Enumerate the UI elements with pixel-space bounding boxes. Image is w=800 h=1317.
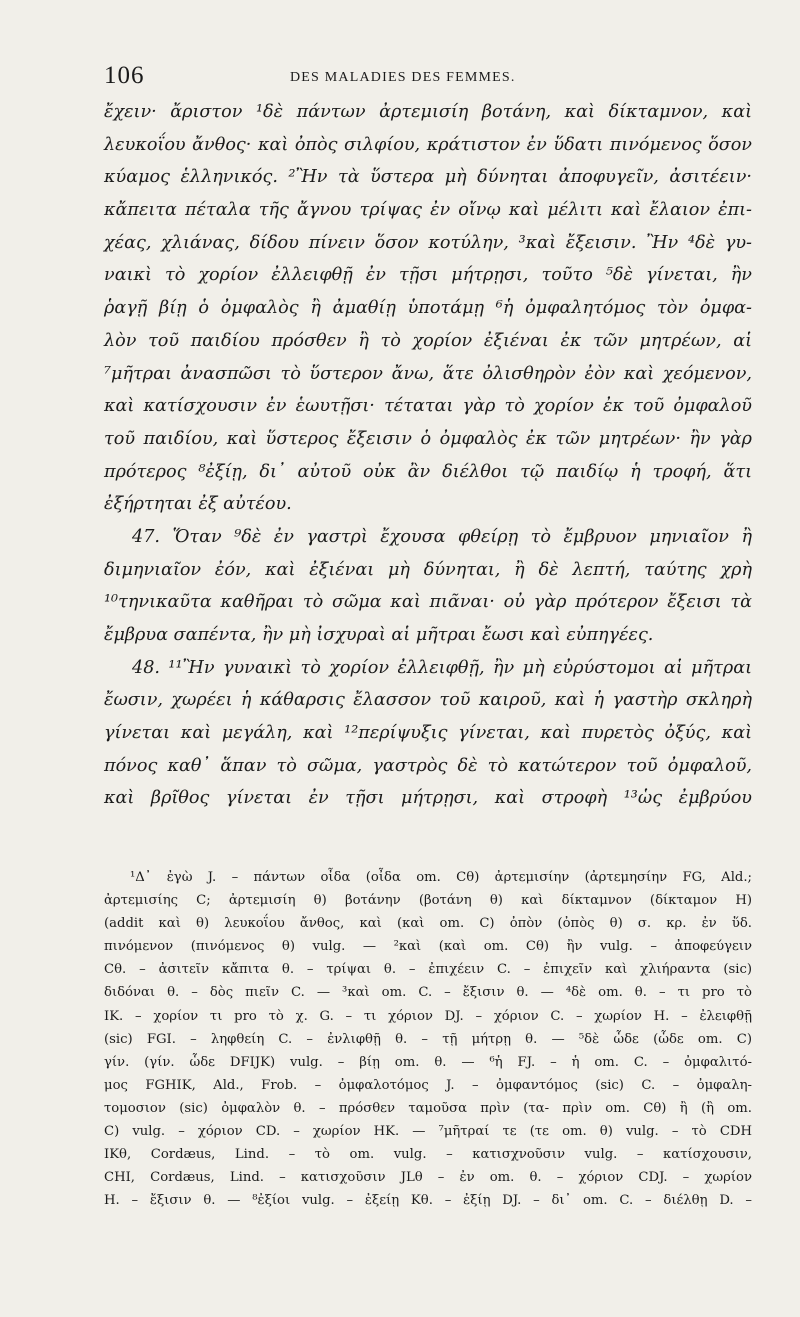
text-line: διμηνιαῖον ἐόν, καὶ ἐξιέναι μὴ δύνηται, ἢ δὲ λεπτή, ταύτης χρὴ [104,559,752,580]
footnote-line: CHI, Cordæus, Lind. – κατισχοῦσιν JLθ – ἐν om. θ. – χόριον CDJ. – χωρίον [104,1170,752,1186]
text-line: ναικὶ τὸ χορίον ἐλλειφθῇ ἐν τῇσι μήτρῃσι, τοῦτο ⁵δὲ γίνεται, ἢν [104,265,752,286]
text-line: πρότερος ⁸ἐξίῃ, δι᾽ αὐτοῦ οὐκ ἂν διέλθοι τῷ παιδίῳ ἡ τροφή, ἅτι [104,461,752,482]
footnote-line: μος FGHIK, Ald., Frob. – ὀμφαλοτόμος J. – ὀμφαντόμος (sic) C. – ὀμφαλη- [104,1077,752,1093]
footnote-line: διδόναι θ. – δὸς πιεῖν C. — ³καὶ om. C. – ἔξισιν θ. — ⁴δὲ om. θ. – τι pro τὸ [104,985,752,1001]
footnote-line: (addit καὶ θ) λευκοΐου ἄνθος, καὶ (καὶ om. C) ὀπὸν (ὀπὸς θ) σ. κρ. ἐν ὕδ. [104,916,752,932]
text-line: ⁷μῆτραι ἀνασπῶσι τὸ ὕστερον ἄνω, ἅτε ὀλισθηρὸν ἐὸν καὶ χεόμενον, [104,363,752,384]
text-line: λευκοΐου ἄνθος· καὶ ὀπὸς σιλφίου, κράτιστον ἐν ὕδατι πινόμενος ὅσον [104,134,752,155]
section-48-first-line: 48. ¹¹Ἢν γυναικὶ τὸ χορίον ἐλλειφθῇ, ἢν μὴ εὐρύστομοι αἱ μῆτραι [132,657,752,678]
text-line: γίνεται καὶ μεγάλη, καὶ ¹²περίψυξις γίνεται, καὶ πυρετὸς ὀξύς, καὶ [104,723,752,744]
running-title: DES MALADIES DES FEMMES. [290,70,516,85]
text-line: καὶ κατίσχουσιν ἐν ἑωυτῇσι· τέταται γὰρ τὸ χορίον ἐκ τοῦ ὀμφαλοῦ [104,396,752,417]
text-line: ¹⁰τηνικαῦτα καθῆραι τὸ σῶμα καὶ πιᾶναι· οὐ γὰρ πρότερον ἔξεισι τὰ [104,592,752,613]
footnote-line: C) vulg. – χόριον CD. – χωρίον HK. — ⁷μῆτραί τε (τε om. θ) vulg. – τὸ CDH [104,1124,752,1140]
section-47-first-line: 47. Ὅταν ⁹δὲ ἐν γαστρὶ ἔχουσα φθείρῃ τὸ ἔμβρυον μηνιαῖον ἢ [132,526,752,547]
footnote-line: ¹Δ᾽ ἐγὼ J. – πάντων οἶδα (οἶδα om. Cθ) ἀρτεμισίην (ἀρτεμησίην FG, Ald.; [130,870,752,885]
text-line: ἔμβρυα σαπέντα, ἢν μὴ ἰσχυραὶ αἱ μῆτραι ἔωσι καὶ εὐπηγέες. [104,625,654,645]
text-line: πόνος καθ᾽ ἅπαν τὸ σῶμα, γαστρὸς δὲ τὸ κατώτερον τοῦ ὀμφαλοῦ, [104,755,752,776]
text-line: κἄπειτα πέταλα τῆς ἄγνου τρίψας ἐν οἴνῳ καὶ μέλιτι καὶ ἔλαιον ἐπι- [104,200,752,221]
text-line: ἔωσιν, χωρέει ἡ κάθαρσις ἔλασσον τοῦ καιροῦ, καὶ ἡ γαστὴρ σκληρὴ [104,690,752,711]
text-line: καὶ βρῖθος γίνεται ἐν τῇσι μήτρῃσι, καὶ στροφὴ ¹³ὡς ἐμβρύου [104,788,752,809]
footnote-line: H. – ἔξισιν θ. — ⁸ἐξίοι vulg. – ἐξείῃ Kθ. – ἐξίῃ DJ. – δι᾽ om. C. – διέλθῃ D. – [104,1193,752,1209]
text-line: ἐξήρτηται ἐξ αὐτέου. [104,494,292,515]
text-line: τοῦ παιδίου, καὶ ὕστερος ἔξεισιν ὁ ὀμφαλὸς ἐκ τῶν μητρέων· ἢν γὰρ [104,428,752,449]
footnote-line: ἀρτεμισίης C; ἀρτεμισίη θ) βοτάνην (βοτάνη θ) καὶ δίκταμνον (δίκταμον H) [104,893,752,909]
text-line: κύαμος ἑλληνικός. ²Ἢν τὰ ὕστερα μὴ δύνηται ἀποφυγεῖν, ἀσιτέειν· [104,167,752,188]
footnote-line: γίν. (γίν. ὧδε DFIJK) vulg. – βίῃ om. θ. — ⁶ἡ FJ. – ἡ om. C. – ὀμφαλιτό- [104,1054,752,1070]
footnote-line: (sic) FGI. – ληφθείη C. – ἐνλιφθῇ θ. – τῇ μήτρῃ θ. — ⁵δὲ ὧδε (ὧδε om. C) [104,1031,752,1047]
text-line: λὸν τοῦ παιδίου πρόσθεν ἢ τὸ χορίον ἐξιέναι ἐκ τῶν μητρέων, αἱ [104,330,752,351]
footnote-line: Cθ. – ἀσιτεῖν κἄπιτα θ. – τρίψαι θ. – ἐπιχέειν C. – ἐπιχεῖν καὶ χλιήραντα (sic) [104,962,752,978]
footnotes [104,866,752,1212]
main-text [104,96,752,815]
footnote-line: τομοσιον (sic) ὀμφαλὸν θ. – πρόσθεν ταμοῦσα πρὶν (τα- πρὶν om. Cθ) ἢ (ἢ om. [104,1100,752,1116]
footnote-line: IKθ, Cordæus, Lind. – τὸ om. vulg. – κατισχνοῦσιν vulg. – κατίσχουσιν, [104,1147,752,1163]
text-line: ῥαγῇ βίῃ ὁ ὀμφαλὸς ἢ ἀμαθίῃ ὑποτάμῃ ⁶ἡ ὀμφαλητόμος τὸν ὀμφα- [104,298,752,319]
text-line: ἔχειν· ἄριστον ¹δὲ πάντων ἀρτεμισίη βοτάνη, καὶ δίκταμνον, καὶ [104,102,752,122]
text-line: χέας, χλιάνας, δίδου πίνειν ὅσον κοτύλην, ³καὶ ἔξεισιν. Ἢν ⁴δὲ γυ- [104,232,752,253]
page-number: 106 [104,62,145,89]
page-header [104,62,704,92]
footnote-line: πινόμενον (πινόμενος θ) vulg. — ²καὶ (καὶ om. Cθ) ἢν vulg. – ἀποφεύγειν [104,939,752,955]
footnote-line: IK. – χορίον τι pro τὸ χ. G. – τι χόριον DJ. – χόριον C. – χωρίον H. – ἐλειφθῇ [104,1008,752,1024]
